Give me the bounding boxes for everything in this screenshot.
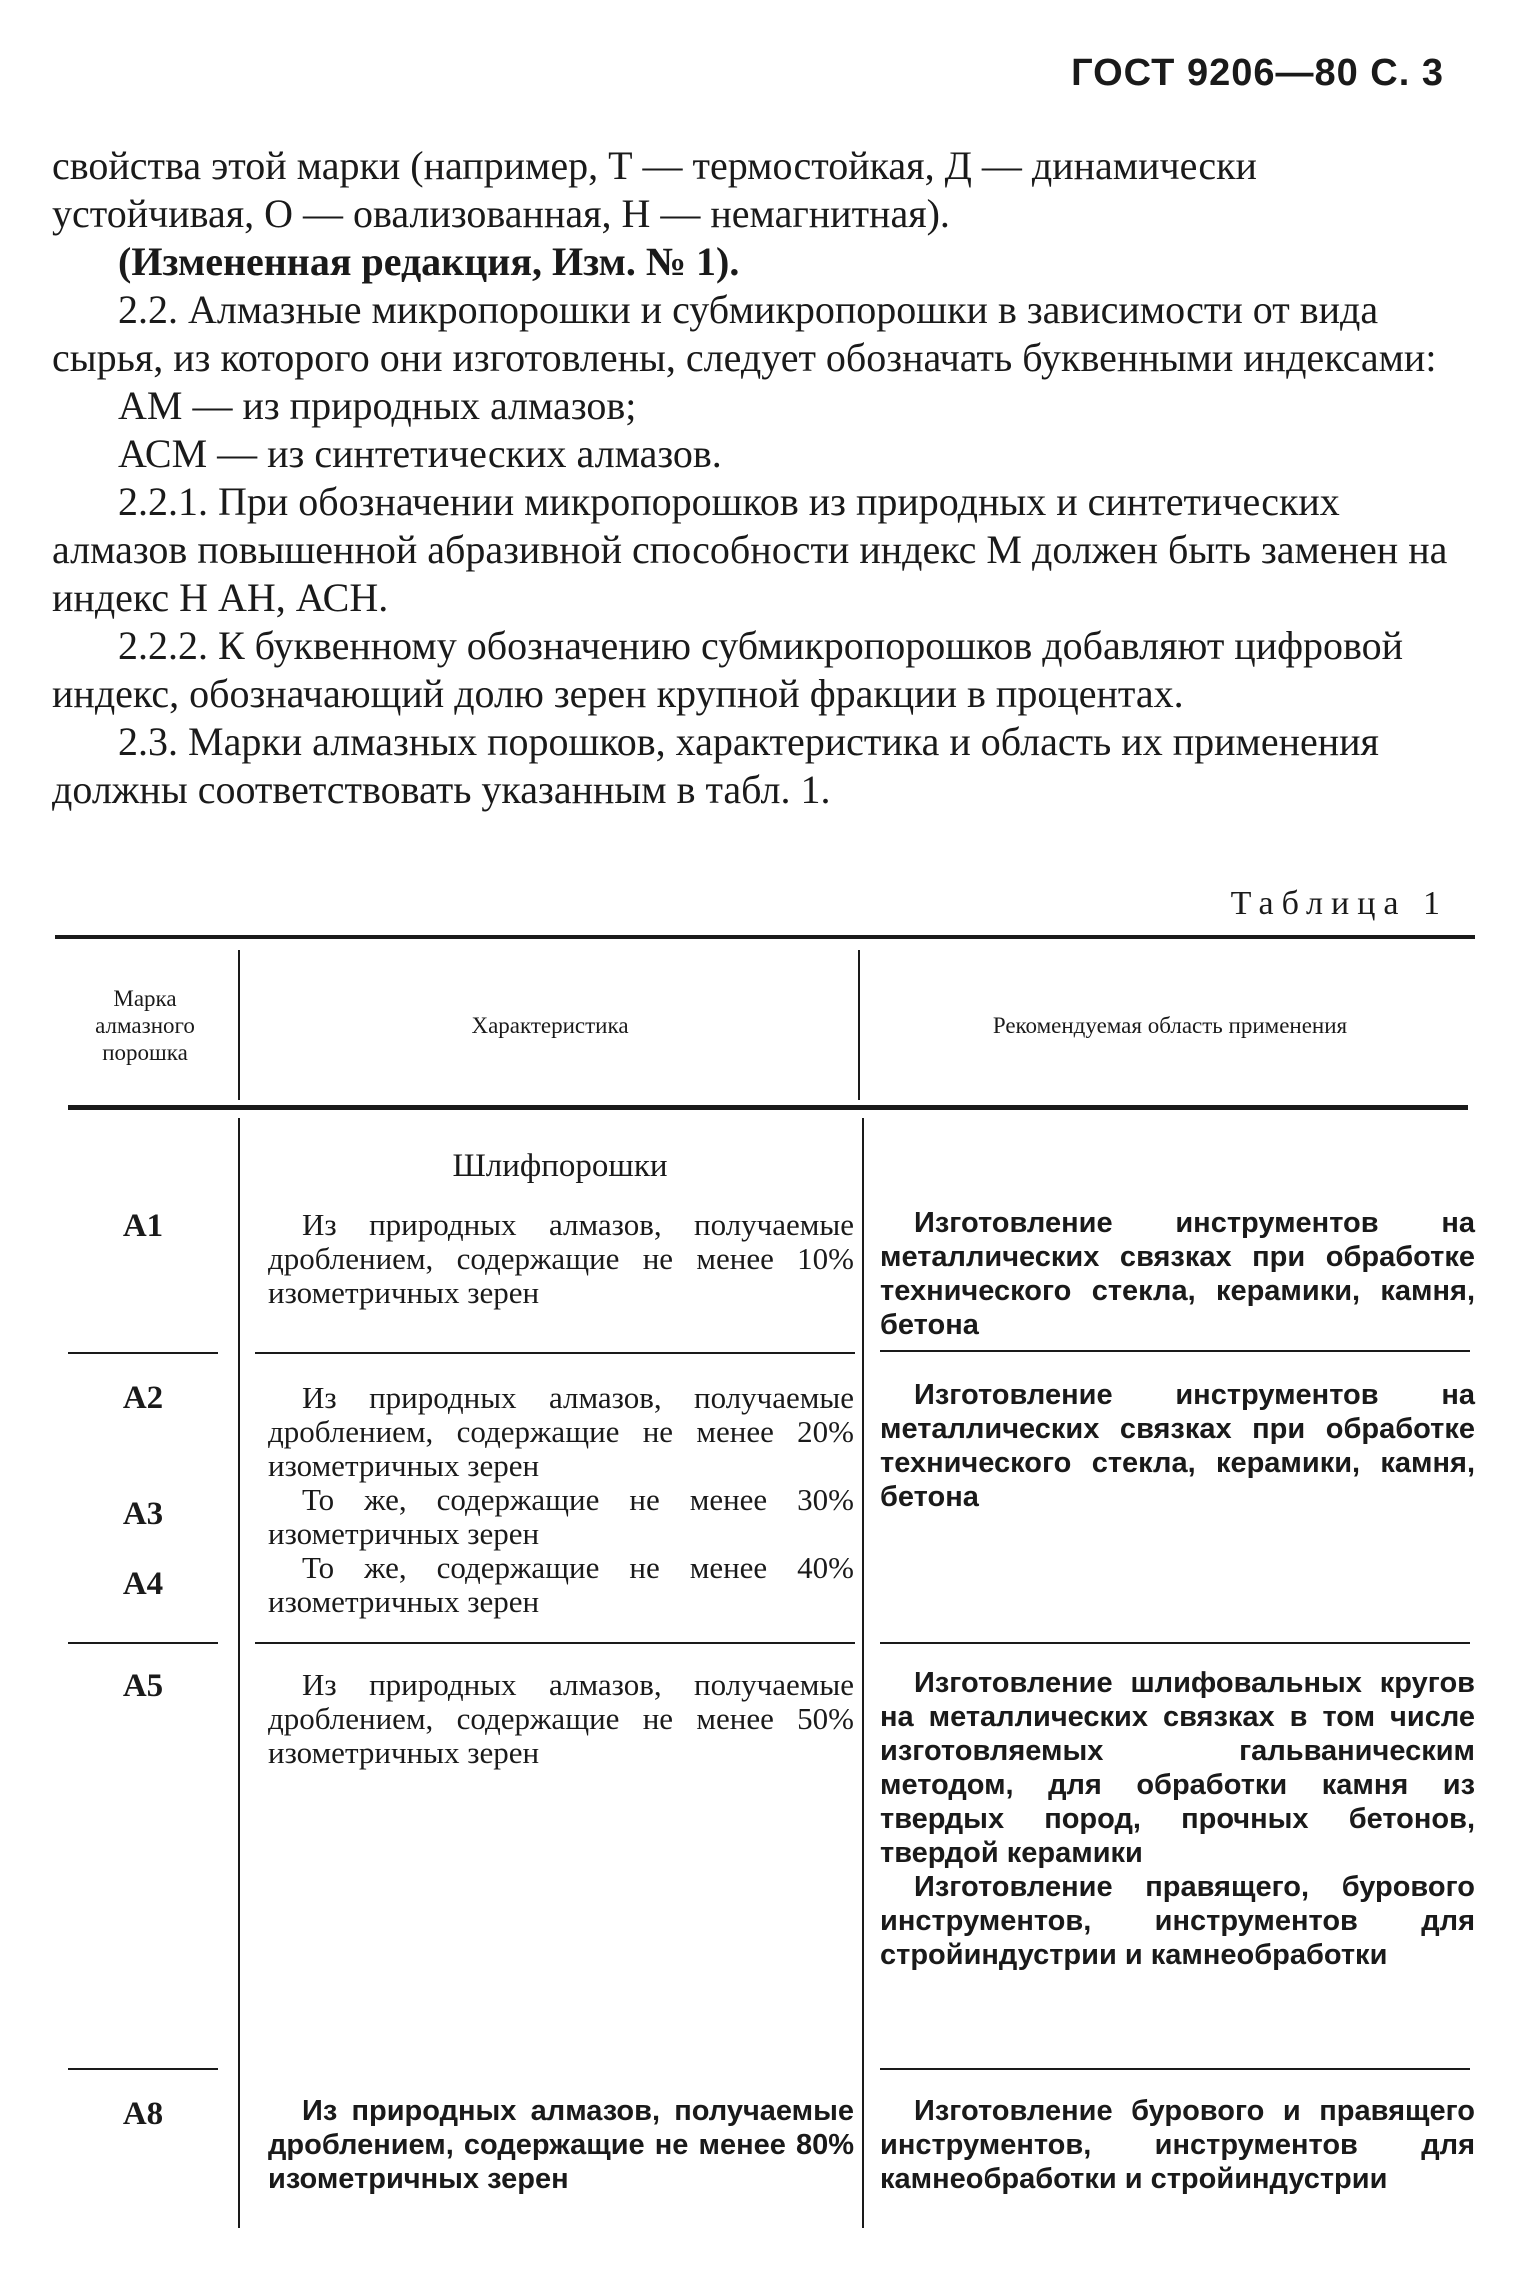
characteristic-a5 xyxy=(268,1668,854,1770)
row-divider-3c xyxy=(880,2068,1470,2070)
index-asm: АСМ — из синтетических алмазов. xyxy=(118,431,722,476)
characteristic-text: Из природных алмазов, получаемые дроблением, содержащие не менее 10% изометричных зерен xyxy=(268,1207,854,1310)
grade-a3: А3 xyxy=(122,1496,164,1532)
row-divider-1a xyxy=(68,1352,218,1354)
row-divider-3a xyxy=(68,2068,218,2070)
column-divider-1-body xyxy=(238,1118,240,2228)
table-header-rule xyxy=(68,1105,1468,1110)
paragraph-2-2: 2.2. Алмазные микропорошки и субмикропорошки в зависимости от вида сырья, из которого они изготовлены, следует обозначать буквенными индексами: xyxy=(52,287,1437,380)
application-a2-a4 xyxy=(880,1378,1475,1514)
paragraph-continuation: свойства этой марки (например, Т — термостойкая, Д — динамически устойчивая, О — овализованная, Н — немагнитная). xyxy=(52,143,1257,236)
row-divider-2c xyxy=(880,1642,1470,1644)
characteristic-text: То же, содержащие не менее 30% изометричных зерен xyxy=(268,1482,854,1551)
table-top-rule xyxy=(55,935,1475,939)
characteristic-a8 xyxy=(268,2094,854,2196)
application-a8 xyxy=(880,2094,1475,2196)
characteristic-text: Из природных алмазов, получаемые дроблением, содержащие не менее 50% изометричных зерен xyxy=(268,1667,854,1770)
grade-a1: А1 xyxy=(122,1208,164,1244)
header-application: Рекомендуемая область применения xyxy=(992,1013,1348,1038)
characteristic-text: Из природных алмазов, получаемые дроблением, содержащие не менее 80% изометричных зерен xyxy=(268,2095,854,2195)
grade-a8: А8 xyxy=(122,2096,164,2132)
column-divider-1 xyxy=(238,950,240,1100)
body-text xyxy=(52,142,1452,814)
grade-a4: А4 xyxy=(122,1566,164,1602)
page-header: ГОСТ 9206—80 С. 3 xyxy=(1071,52,1444,94)
header-grade: Марка алмазного порошка xyxy=(95,986,195,1065)
application-a5 xyxy=(880,1666,1475,1972)
row-divider-2a xyxy=(68,1642,218,1644)
amendment-note: (Измененная редакция, Изм. № 1). xyxy=(118,239,740,284)
characteristic-text: Из природных алмазов, получаемые дроблением, содержащие не менее 20% изометричных зерен xyxy=(268,1380,854,1483)
paragraph-2-3: 2.3. Марки алмазных порошков, характеристика и область их применения должны соответствовать указанным в табл. 1. xyxy=(52,719,1379,812)
characteristic-a1 xyxy=(268,1208,854,1310)
row-divider-1b xyxy=(255,1352,855,1354)
index-am: АМ — из природных алмазов; xyxy=(118,383,637,428)
characteristic-a2-a4 xyxy=(268,1381,854,1619)
row-divider-1c xyxy=(880,1350,1470,1352)
column-divider-2-body xyxy=(862,1118,864,2228)
application-text: Изготовление инструментов на металлических связках при обработке технического стекла, керамики, камня, бетона xyxy=(880,1207,1475,1341)
grade-a5: А5 xyxy=(122,1668,164,1704)
column-divider-2 xyxy=(858,950,860,1100)
application-text: Изготовление инструментов на металлических связках при обработке технического стекла, керамики, камня, бетона xyxy=(880,1379,1475,1513)
application-text: Изготовление правящего, бурового инструментов, инструментов для стройиндустрии и камнеобработки xyxy=(880,1871,1475,1971)
header-characteristic: Характеристика xyxy=(471,1013,629,1038)
paragraph-2-2-1: 2.2.1. При обозначении микропорошков из природных и синтетических алмазов повышенной абразивной способности индекс М должен быть заменен на индекс Н АН, АСН. xyxy=(52,479,1448,620)
table-caption: Таблица 1 xyxy=(1230,885,1448,922)
characteristic-text: То же, содержащие не менее 40% изометричных зерен xyxy=(268,1550,854,1619)
application-text: Изготовление шлифовальных кругов на металлических связках в том числе изготовляемых гальваническим методом, для обработки камня из твердых пород, прочных бетонов, твердой керамики xyxy=(880,1667,1475,1869)
paragraph-2-2-2: 2.2.2. К буквенному обозначению субмикропорошков добавляют цифровой индекс, обозначающий долю зерен крупной фракции в процентах. xyxy=(52,623,1404,716)
row-divider-2b xyxy=(255,1642,855,1644)
section-title: Шлифпорошки xyxy=(452,1148,668,1184)
application-a1 xyxy=(880,1206,1475,1342)
grade-a2: А2 xyxy=(122,1380,164,1416)
application-text: Изготовление бурового и правящего инструментов, инструментов для камнеобработки и стройиндустрии xyxy=(880,2095,1475,2195)
